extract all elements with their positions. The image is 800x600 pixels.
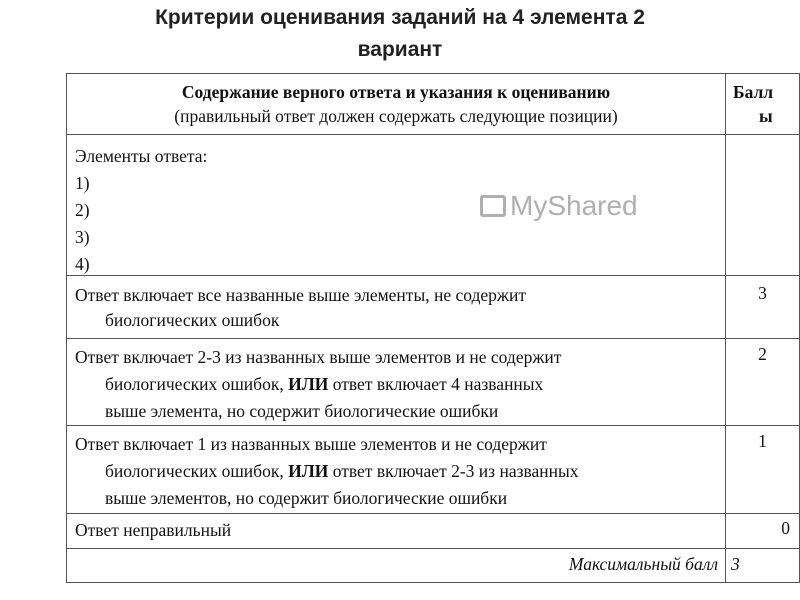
table-border <box>66 134 800 135</box>
page-title-line2: вариант <box>357 38 443 61</box>
watermark-logo <box>480 190 638 222</box>
table-border <box>66 425 800 426</box>
criterion-row: Ответ включает 1 из названных выше элементов и не содержит биологических ошибок, ИЛИ ответ включает 2-3 из названных выше элементов, но содержит биологические ошибки <box>75 434 579 508</box>
chart-icon <box>480 195 506 217</box>
answer-elements: Элементы ответа: 1) 2) 3) 4) <box>75 143 207 278</box>
page-title-line1: Критерии оценивания заданий на 4 элемента 2 <box>155 6 645 29</box>
header-score: Балл ы <box>733 82 774 126</box>
element-item: 4) <box>75 254 90 274</box>
criterion-score: 3 <box>758 283 767 303</box>
element-item: 1) <box>75 173 90 193</box>
element-item: 2) <box>75 200 90 220</box>
criterion-row: Ответ включает 2-3 из названных выше элементов и не содержит биологических ошибок, ИЛИ ответ включает 4 названных выше элемента, но содержит биологические ошибки <box>75 347 562 421</box>
element-item: 3) <box>75 227 90 247</box>
table-border <box>66 513 800 514</box>
table-border <box>725 73 726 583</box>
table-border <box>66 582 800 583</box>
criterion-row: Ответ включает все названные выше элементы, не содержит биологических ошибок <box>75 285 527 330</box>
criterion-score: 1 <box>758 431 767 451</box>
watermark-text: MyShared <box>510 190 638 221</box>
max-score-value: 3 <box>731 554 740 574</box>
table-border <box>66 548 800 549</box>
criterion-row: Ответ неправильный <box>75 520 232 540</box>
criterion-score: 0 <box>781 518 790 538</box>
criterion-score: 2 <box>758 344 767 364</box>
table-border <box>66 73 800 74</box>
table-border <box>66 73 67 583</box>
max-score-label: Максимальный балл <box>568 554 718 574</box>
table-border <box>66 338 800 339</box>
header-content: Содержание верного ответа и указания к оцениванию (правильный ответ должен содержать следующие позиции) <box>174 82 618 126</box>
